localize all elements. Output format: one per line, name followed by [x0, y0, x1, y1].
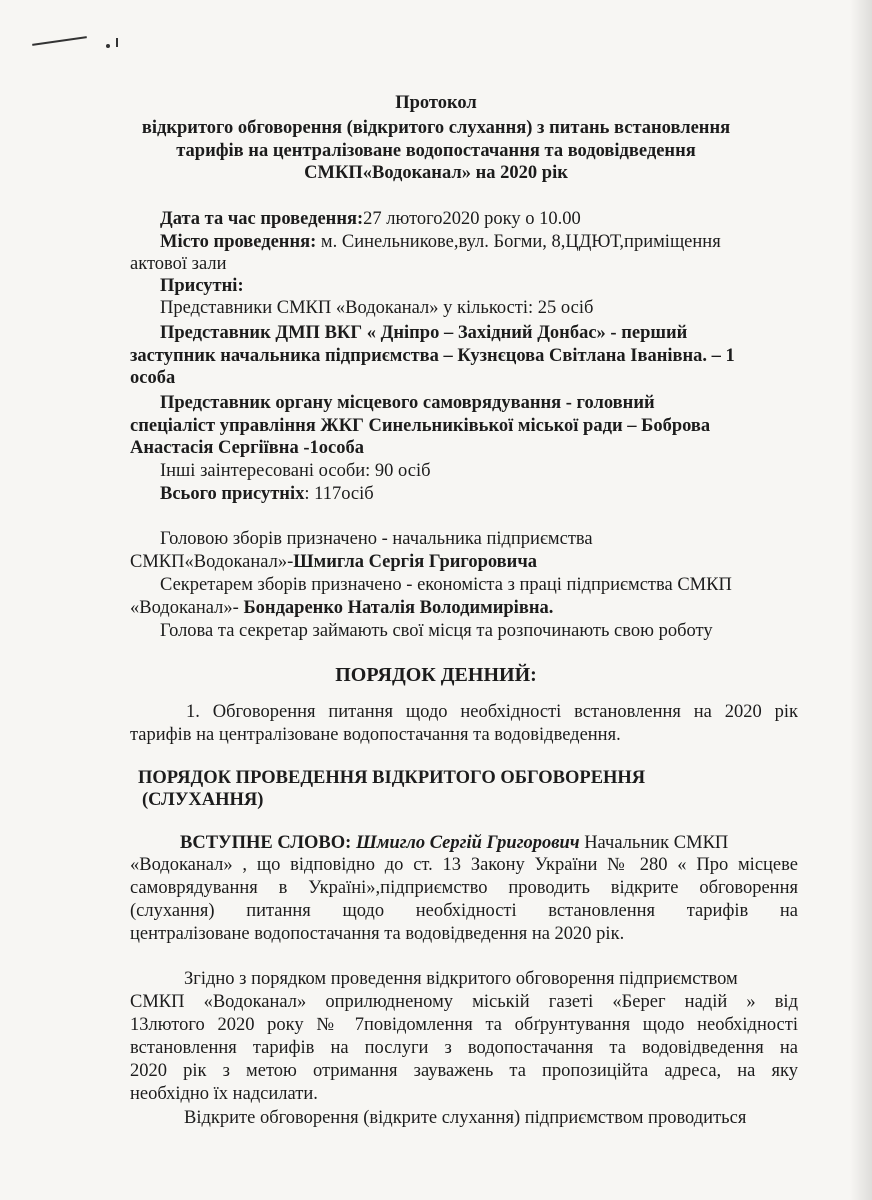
intro-line: «Водоканал» , що відповідно до ст. 13 Закону України № 280 « Про місцеве — [130, 855, 798, 875]
para-line: необхідно їх надсилати. — [130, 1084, 318, 1104]
doc-title-line: тарифів на централізоване водопостачання та водовідведення — [176, 141, 696, 161]
chair-line: Головою зборів призначено - начальника підприємства — [160, 529, 593, 549]
secretary-line: Секретарем зборів призначено - економіста з праці підприємства СМКП — [160, 575, 732, 595]
present-gov: Представник органу місцевого самоврядування - головний — [160, 393, 655, 413]
present-others: Інші заінтересовані особи: 90 осіб — [160, 461, 431, 481]
intro-line: ВСТУПНЕ СЛОВО: Шмигло Сергій Григорович Начальник СМКП — [180, 833, 729, 853]
doc-title-line: відкритого обговорення (відкритого слухання) з питань встановлення — [141, 118, 731, 138]
pen-mark-tick — [106, 44, 110, 48]
agenda-item: 1. Обговорення питання щодо необхідності встановлення на 2020 рік — [186, 702, 798, 722]
meeting-place: Місто проведення: м. Синельникове,вул. Богми, 8,ЦДЮТ,приміщення — [160, 232, 721, 252]
pen-mark-dash — [32, 36, 87, 46]
intro-line: самоврядування в Україні»,підприємство проводить відкрите обговорення — [130, 878, 798, 898]
present-dmp: Представник ДМП ВКГ « Дніпро – Західний Донбас» - перший — [160, 323, 688, 343]
doc-title: Протокол — [395, 93, 477, 113]
procedure-heading: ПОРЯДОК ПРОВЕДЕННЯ ВІДКРИТОГО ОБГОВОРЕННЯ — [138, 768, 646, 788]
meeting-place-cont: актової зали — [130, 254, 227, 274]
para-line: СМКП «Водоканал» оприлюдненому міській газеті «Берег надій » від — [130, 992, 798, 1012]
para-line: Згідно з порядком проведення відкритого обговорення підприємством — [184, 969, 738, 989]
agenda-heading: ПОРЯДОК ДЕННИЙ: — [335, 664, 537, 686]
pen-mark-tick — [116, 38, 118, 47]
doc-title-line: СМКП«Водоканал» на 2020 рік — [304, 163, 568, 183]
para-line: Відкрите обговорення (відкрите слухання) підприємством проводиться — [184, 1108, 747, 1128]
present-reps: Представники СМКП «Водоканал» у кількості: 25 осіб — [160, 298, 594, 318]
present-dmp: особа — [130, 368, 176, 388]
chair-line: СМКП«Водоканал»-Шмигла Сергія Григоровича — [130, 552, 538, 572]
secretary-line: «Водоканал»- Бондаренко Наталія Володимирівна. — [130, 598, 554, 618]
present-dmp: заступник начальника підприємства – Кузнєцова Світлана Іванівна. – 1 — [130, 346, 735, 366]
intro-line: (слухання) питання щодо необхідності встановлення тарифів на — [130, 901, 798, 921]
meeting-date: Дата та час проведення:27 лютого2020 року о 10.00 — [160, 209, 581, 229]
start-line: Голова та секретар займають свої місця та розпочинають свою роботу — [160, 621, 713, 641]
para-line: 2020 рік з метою отримання зауважень та пропозиційта адреса, на яку — [130, 1061, 798, 1081]
intro-line: централізоване водопостачання та водовідведення на 2020 рік. — [130, 924, 625, 944]
para-line: встановлення тарифів на послуги з водопостачання та водовідведення на — [130, 1038, 798, 1058]
present-gov: спеціаліст управління ЖКГ Синельниківької міської ради – Боброва — [130, 416, 711, 436]
present-label: Присутні: — [160, 276, 244, 296]
present-total: Всього присутніх: 117осіб — [160, 484, 374, 504]
procedure-heading: (СЛУХАННЯ) — [142, 790, 264, 810]
agenda-item-cont: тарифів на централізоване водопостачання та водовідведення. — [130, 725, 621, 745]
para-line: 13лютого 2020 року № 7повідомлення та обґрунтування щодо необхідності — [130, 1015, 798, 1035]
present-gov: Анастасія Сергіївна -1особа — [130, 438, 364, 458]
